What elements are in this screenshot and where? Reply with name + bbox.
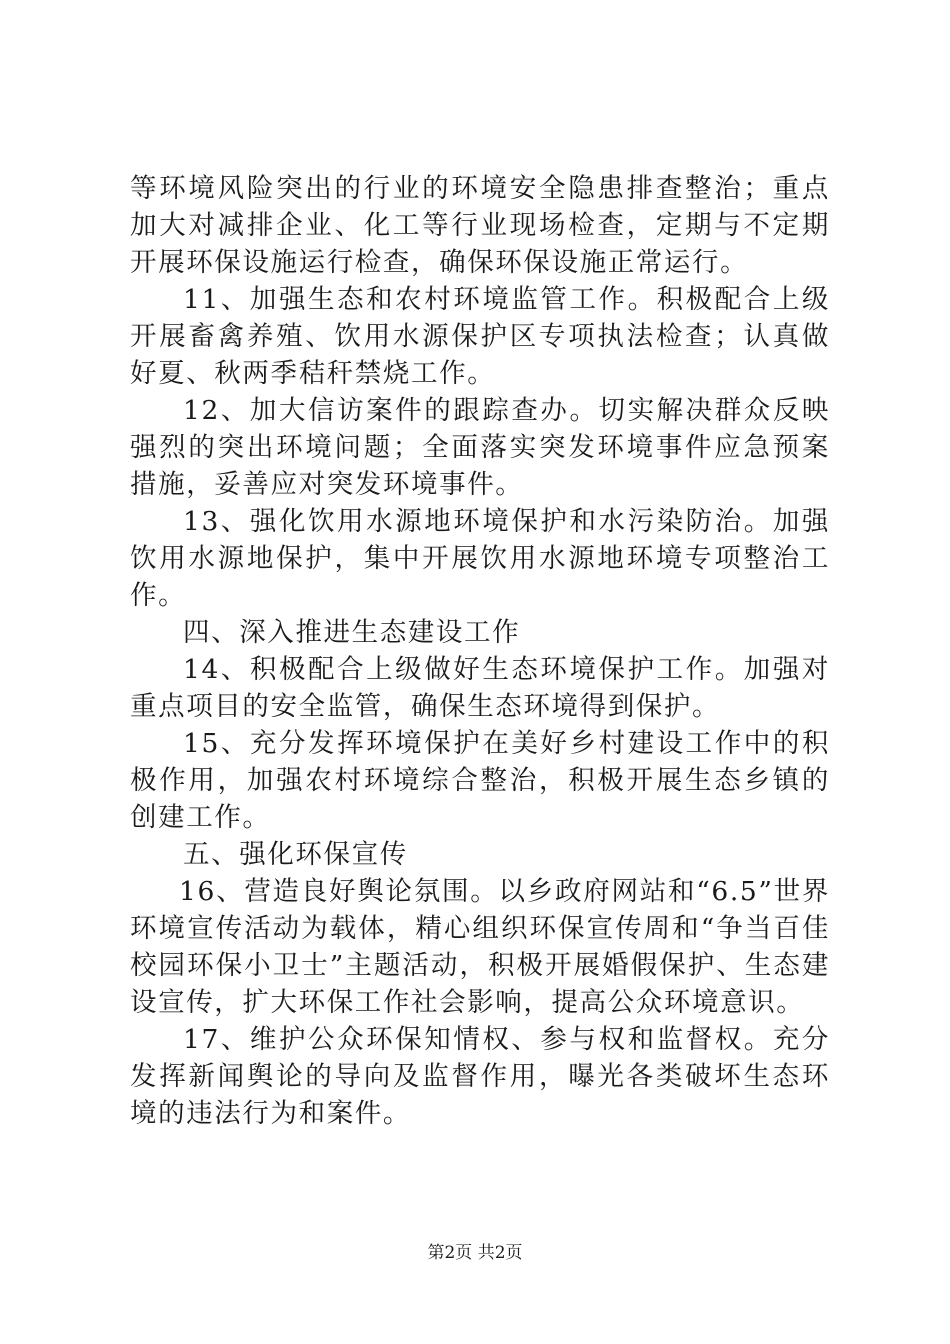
paragraph-item-17: 17、维护公众环保知情权、参与权和监督权。充分发挥新闻舆论的导向及监督作用，曝光各类破坏生态环境的违法行为和案件。 [130, 1024, 830, 1129]
document-body [130, 170, 830, 1132]
paragraph-item-16: 16、营造良好舆论氛围。以乡政府网站和“6.5”世界环境宣传活动为载体，精心组织环保宣传周和“争当百佳校园环保小卫士”主题活动，积极开展婚假保护、生态建设宣传，扩大环保工作社会影响，提高公众环境意识。 [130, 876, 830, 1018]
paragraph-item-14: 14、积极配合上级做好生态环境保护工作。加强对重点项目的安全监管，确保生态环境得到保护。 [130, 654, 830, 722]
section-heading-5: 五、强化环保宣传 [183, 839, 408, 870]
paragraph-item-12: 12、加大信访案件的跟踪查办。切实解决群众反映强烈的突出环境问题；全面落实突发环境事件应急预案措施，妥善应对突发环境事件。 [130, 395, 830, 500]
paragraph-continuation: 等环境风险突出的行业的环境安全隐患排查整治；重点加大对减排企业、化工等行业现场检查，定期与不定期开展环保设施运行检查，确保环保设施正常运行。 [130, 173, 830, 278]
page-number-footer: 第2页 共2页 [427, 1243, 523, 1263]
section-heading-4: 四、深入推进生态建设工作 [183, 617, 521, 648]
paragraph-item-15: 15、充分发挥环境保护在美好乡村建设工作中的积极作用，加强农村环境综合整治，积极开展生态乡镇的创建工作。 [130, 728, 830, 833]
paragraph-item-13: 13、强化饮用水源地环境保护和水污染防治。加强饮用水源地保护，集中开展饮用水源地环境专项整治工作。 [130, 506, 830, 611]
paragraph-item-11: 11、加强生态和农村环境监管工作。积极配合上级开展畜禽养殖、饮用水源保护区专项执法检查；认真做好夏、秋两季秸秆禁烧工作。 [130, 284, 830, 389]
